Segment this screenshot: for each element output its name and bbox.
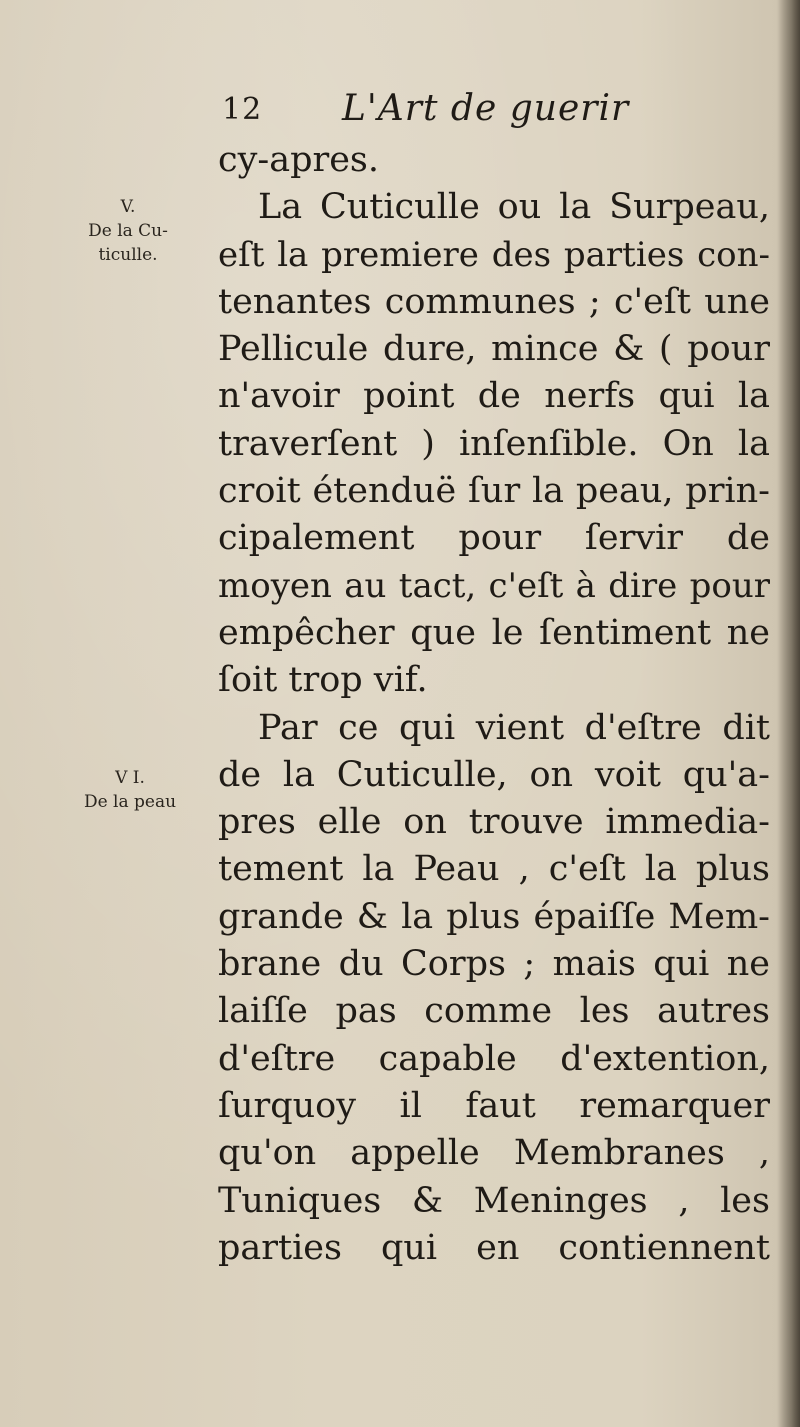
text-line: croit étenduë ſur la peau, prin-	[218, 471, 770, 512]
text-line: laiſſe pas comme les autres	[218, 991, 770, 1032]
text-line: ſoit trop vif.	[218, 660, 428, 701]
text-line: empêcher que le ſentiment ne	[218, 612, 770, 653]
text-line: Par ce qui vient d'eſtre dit	[258, 707, 770, 748]
text-line: Pellicule dure, mince & ( pour	[218, 329, 770, 370]
running-title: L'Art de guerir	[342, 88, 630, 129]
margin-note-v-number: V.	[120, 197, 136, 217]
margin-note-vi-number: V I.	[115, 768, 145, 788]
text-line: ſurquoy il faut remarquer	[218, 1085, 770, 1126]
text-line: tenantes communes ; c'eſt une	[218, 281, 770, 322]
margin-note-v-line1: De la Cu-	[88, 221, 168, 241]
text-line: cipalement pour ſervir de	[218, 518, 770, 559]
text-line: traverſent ) inſenſible. On la	[218, 423, 770, 464]
margin-note-vi	[60, 766, 200, 814]
text-line: d'eſtre capable d'extention,	[218, 1038, 770, 1079]
text-line: eſt la premiere des parties con-	[218, 234, 770, 275]
text-line: cy-apres.	[218, 140, 380, 180]
margin-note-v	[58, 195, 198, 267]
text-line: qu'on appelle Membranes ,	[218, 1133, 770, 1174]
text-line: n'avoir point de nerfs qui la	[218, 376, 770, 417]
text-line: brane du Corps ; mais qui ne	[218, 944, 770, 985]
margin-note-vi-line1: De la peau	[83, 792, 177, 812]
page-header	[222, 88, 682, 140]
margin-note-v-line2: ticulle.	[98, 245, 158, 265]
text-line: tement la Peau , c'eſt la plus	[218, 849, 770, 890]
text-line: grande & la plus épaiſſe Mem-	[218, 896, 770, 937]
body-text	[218, 137, 770, 1272]
text-line: Tuniques & Meninges , les	[218, 1180, 770, 1221]
text-line: parties qui en contiennent	[218, 1227, 770, 1268]
text-line: pres elle on trouve immedia-	[218, 802, 770, 843]
page-number: 12	[222, 92, 263, 127]
text-line: de la Cuticulle, on voit qu'a-	[218, 754, 770, 795]
text-line: moyen au tact, c'eſt à dire pour	[218, 565, 770, 606]
page-edge-shadow	[778, 0, 800, 1427]
text-line: La Cuticulle ou la Surpeau,	[258, 187, 770, 228]
